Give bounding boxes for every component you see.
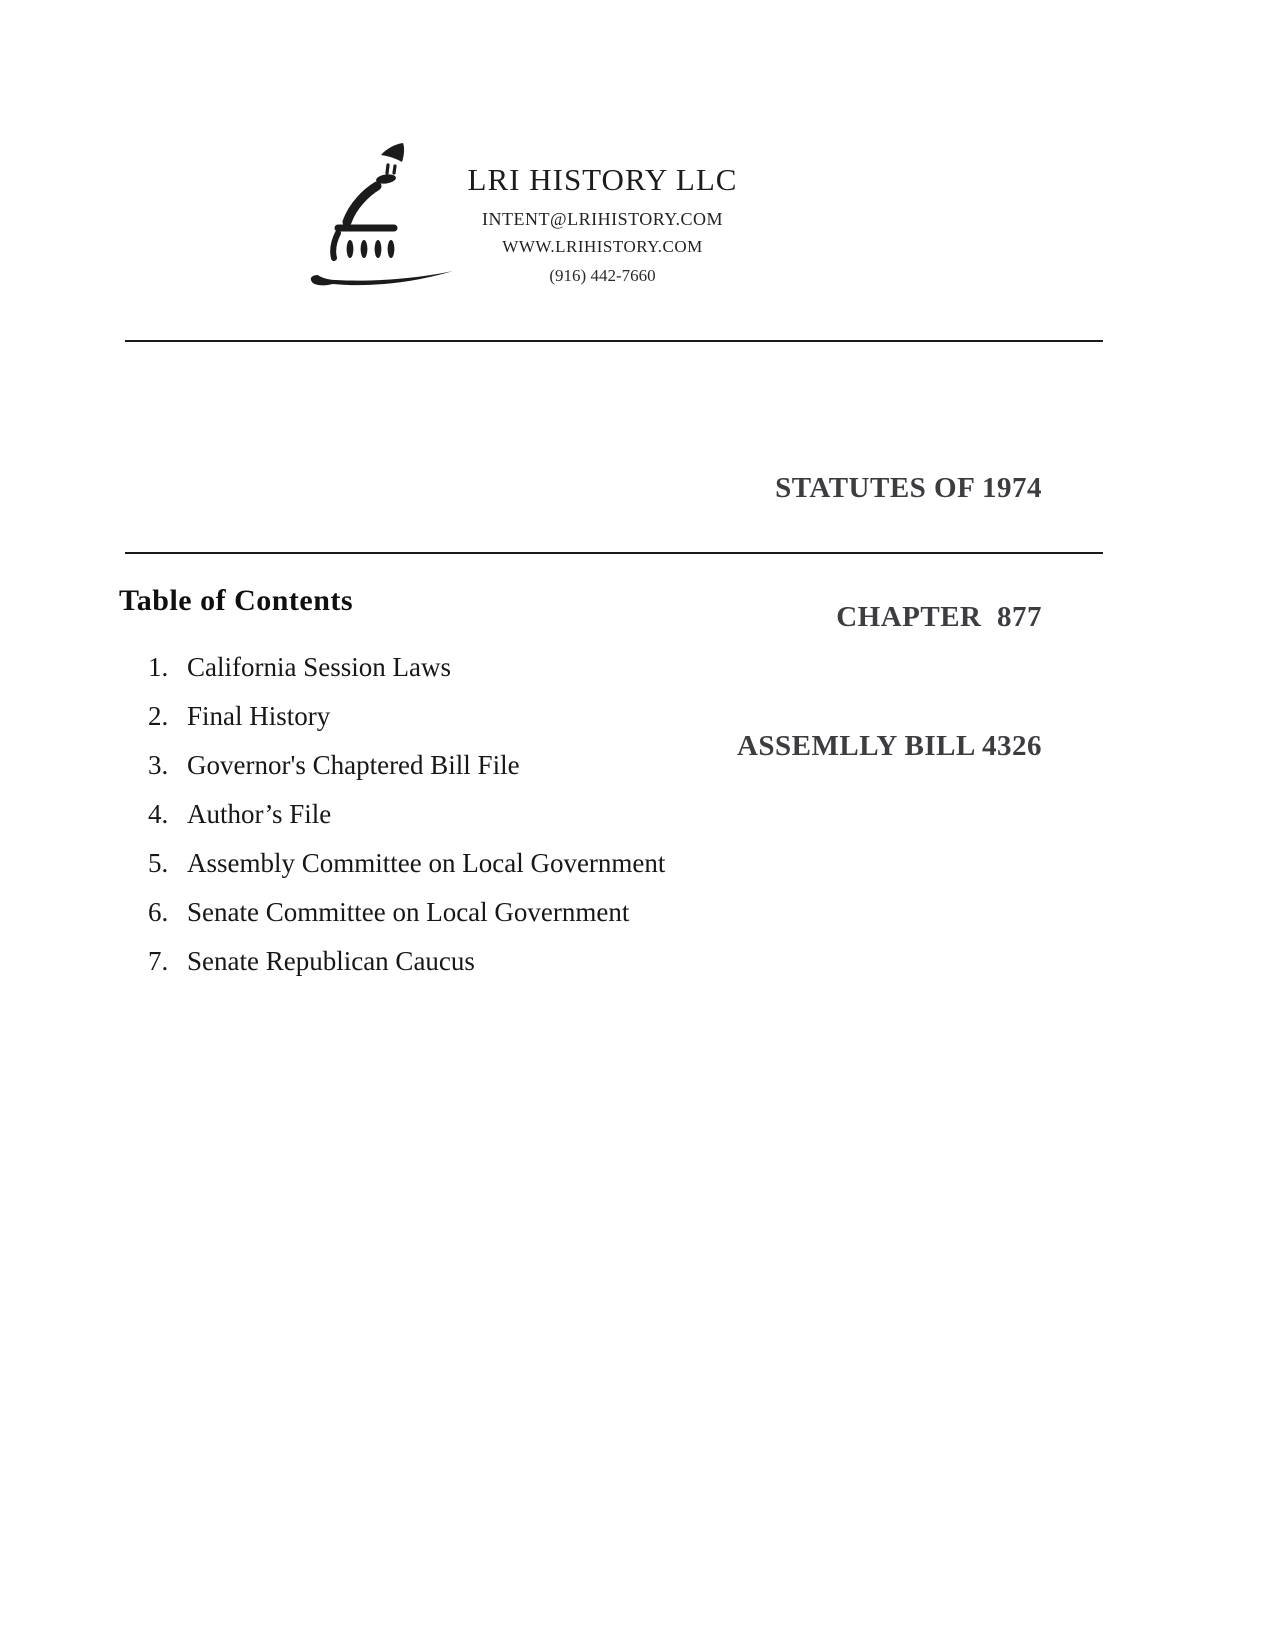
toc-item-3 xyxy=(148,750,665,781)
toc-item-label: California Session Laws xyxy=(187,652,451,682)
toc-item-label: Assembly Committee on Local Government xyxy=(187,848,666,878)
toc-item-number: 7. xyxy=(148,946,169,976)
company-phone: (916) 442-7660 xyxy=(549,266,656,285)
toc-item-label: Senate Committee on Local Government xyxy=(187,897,630,927)
toc-item-label: Governor's Chaptered Bill File xyxy=(187,750,520,780)
toc-item-5 xyxy=(148,848,665,879)
toc-item-1 xyxy=(148,652,665,683)
assembly-bill-line: ASSEMLLY BILL 4326 xyxy=(736,730,1042,762)
toc-list xyxy=(148,652,665,995)
company-email: INTENT@LRIHISTORY.COM xyxy=(482,209,723,229)
capitol-dome-icon xyxy=(290,125,460,295)
toc-item-label: Author’s File xyxy=(187,799,332,829)
toc-item-number: 5. xyxy=(148,848,169,878)
toc-item-number: 6. xyxy=(148,897,169,927)
toc-item-7 xyxy=(148,946,665,977)
company-website: WWW.LRIHISTORY.COM xyxy=(502,237,703,256)
horizontal-rule-bottom xyxy=(125,552,1103,554)
toc-item-6 xyxy=(148,897,665,928)
toc-item-number: 4. xyxy=(148,799,169,829)
toc-heading: Table of Contents xyxy=(119,584,354,617)
toc-item-number: 3. xyxy=(148,750,169,780)
toc-item-label: Senate Republican Caucus xyxy=(187,946,475,976)
toc-item-number: 1. xyxy=(148,652,169,682)
company-logo xyxy=(290,125,460,295)
document-title-block xyxy=(737,381,1042,854)
toc-item-2 xyxy=(148,701,665,732)
toc-item-4 xyxy=(148,799,665,830)
statutes-line: STATUTES OF 1974 xyxy=(775,472,1042,504)
toc-item-label: Final History xyxy=(187,701,331,731)
letterhead xyxy=(440,163,765,286)
toc-item-number: 2. xyxy=(148,701,169,731)
company-name: LRI HISTORY LLC xyxy=(467,162,738,197)
chapter-line: CHAPTER 877 xyxy=(836,601,1042,633)
horizontal-rule-top xyxy=(125,340,1103,342)
